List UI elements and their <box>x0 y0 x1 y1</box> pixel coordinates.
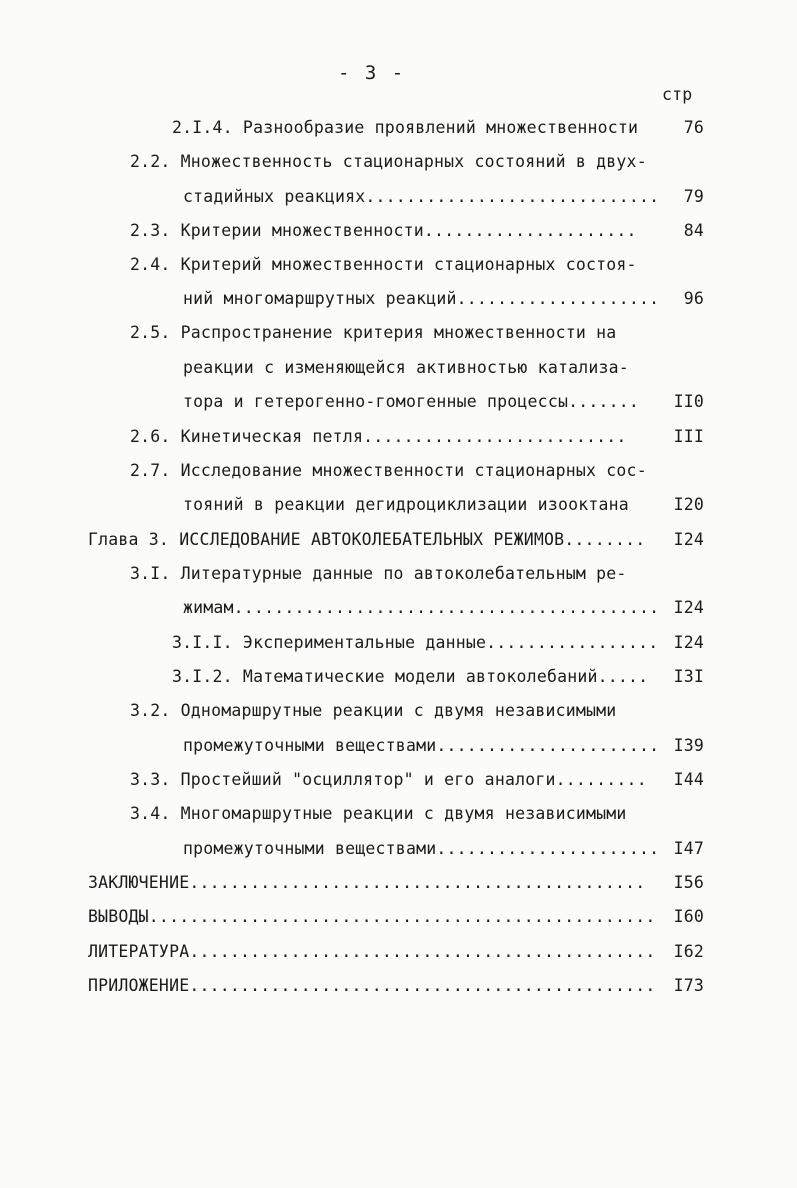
toc-entry-text: 3.3. Простейший "осциллятор" и его аналоги......... <box>130 770 647 789</box>
pages-column-label: стр <box>662 85 693 104</box>
toc-entry-text: 2.I.4. Разнообразие проявлений множественности <box>172 118 639 137</box>
toc-entry-page: I47 <box>673 839 704 858</box>
toc-entry-text: 2.5. Распространение критерия множественности на <box>130 323 617 342</box>
toc-entry-text: 2.4. Критерий множественности стационарных состоя- <box>130 255 637 274</box>
toc-entry-page: I24 <box>673 633 704 652</box>
toc-entry-text: промежуточными веществами...................... <box>183 839 660 858</box>
toc-entry-text: промежуточными веществами...................... <box>183 736 660 755</box>
toc-entry-page: III <box>673 427 704 446</box>
toc-entry-page: I60 <box>673 907 704 926</box>
toc-entry-page: I20 <box>673 495 704 514</box>
toc-entry-page: 84 <box>683 221 704 240</box>
toc-section-text: ЗАКЛЮЧЕНИЕ............................................. <box>88 873 646 892</box>
toc-entry-page: 79 <box>683 187 704 206</box>
toc-section-text: ЛИТЕРАТУРА.............................................. <box>88 942 656 961</box>
toc-entry-page: I44 <box>673 770 704 789</box>
toc-entry-page: I3I <box>673 667 704 686</box>
toc-entry-text: 3.I. Литературные данные по автоколебательным ре- <box>130 564 627 583</box>
toc-entry-text: 2.6. Кинетическая петля.......................... <box>130 427 627 446</box>
toc-entry-page: I62 <box>673 942 704 961</box>
toc-section-text: ПРИЛОЖЕНИЕ.............................................. <box>88 976 656 995</box>
toc-entry-page: I24 <box>673 530 704 549</box>
toc-entry-text: 3.2. Одномаршрутные реакции с двумя независимыми <box>130 701 617 720</box>
page-number: - 3 - <box>338 62 406 84</box>
toc-entry-page: I39 <box>673 736 704 755</box>
toc-entry-text: 3.4. Многомаршрутные реакции с двумя независимыми <box>130 804 627 823</box>
toc-entry-page: I73 <box>673 976 704 995</box>
toc-entry-text: 2.2. Множественность стационарных состояний в двух- <box>130 152 647 171</box>
toc-entry-text: жимам.......................................... <box>183 598 660 617</box>
toc-entry-page: I24 <box>673 598 704 617</box>
toc-entry-text: тояний в реакции дегидроциклизации изооктана <box>183 495 629 514</box>
toc-entry-text: 2.3. Критерии множественности..................... <box>130 221 637 240</box>
toc-section-text: ВЫВОДЫ.................................................. <box>88 907 656 926</box>
toc-entry-page: 96 <box>683 289 704 308</box>
toc-entry-text: стадийных реакциях............................. <box>183 187 660 206</box>
toc-chapter-text: Глава 3. ИССЛЕДОВАНИЕ АВТОКОЛЕБАТЕЛЬНЫХ РЕЖИМОВ........ <box>88 530 646 549</box>
toc-entry-text: 3.I.2. Математические модели автоколебаний..... <box>172 667 649 686</box>
toc-entry-text: 2.7. Исследование множественности стационарных сос- <box>130 461 647 480</box>
toc-entry-text: ний многомаршрутных реакций.................... <box>183 289 660 308</box>
toc-entry-page: I56 <box>673 873 704 892</box>
toc-entry-page: II0 <box>673 392 704 411</box>
toc-entry-text: 3.I.I. Экспериментальные данные................. <box>172 633 659 652</box>
toc-entry-text: реакции с изменяющейся активностью катализа- <box>183 358 629 377</box>
toc-entry-page: 76 <box>683 118 704 137</box>
toc-entry-text: тора и гетерогенно-гомогенные процессы....... <box>183 392 640 411</box>
